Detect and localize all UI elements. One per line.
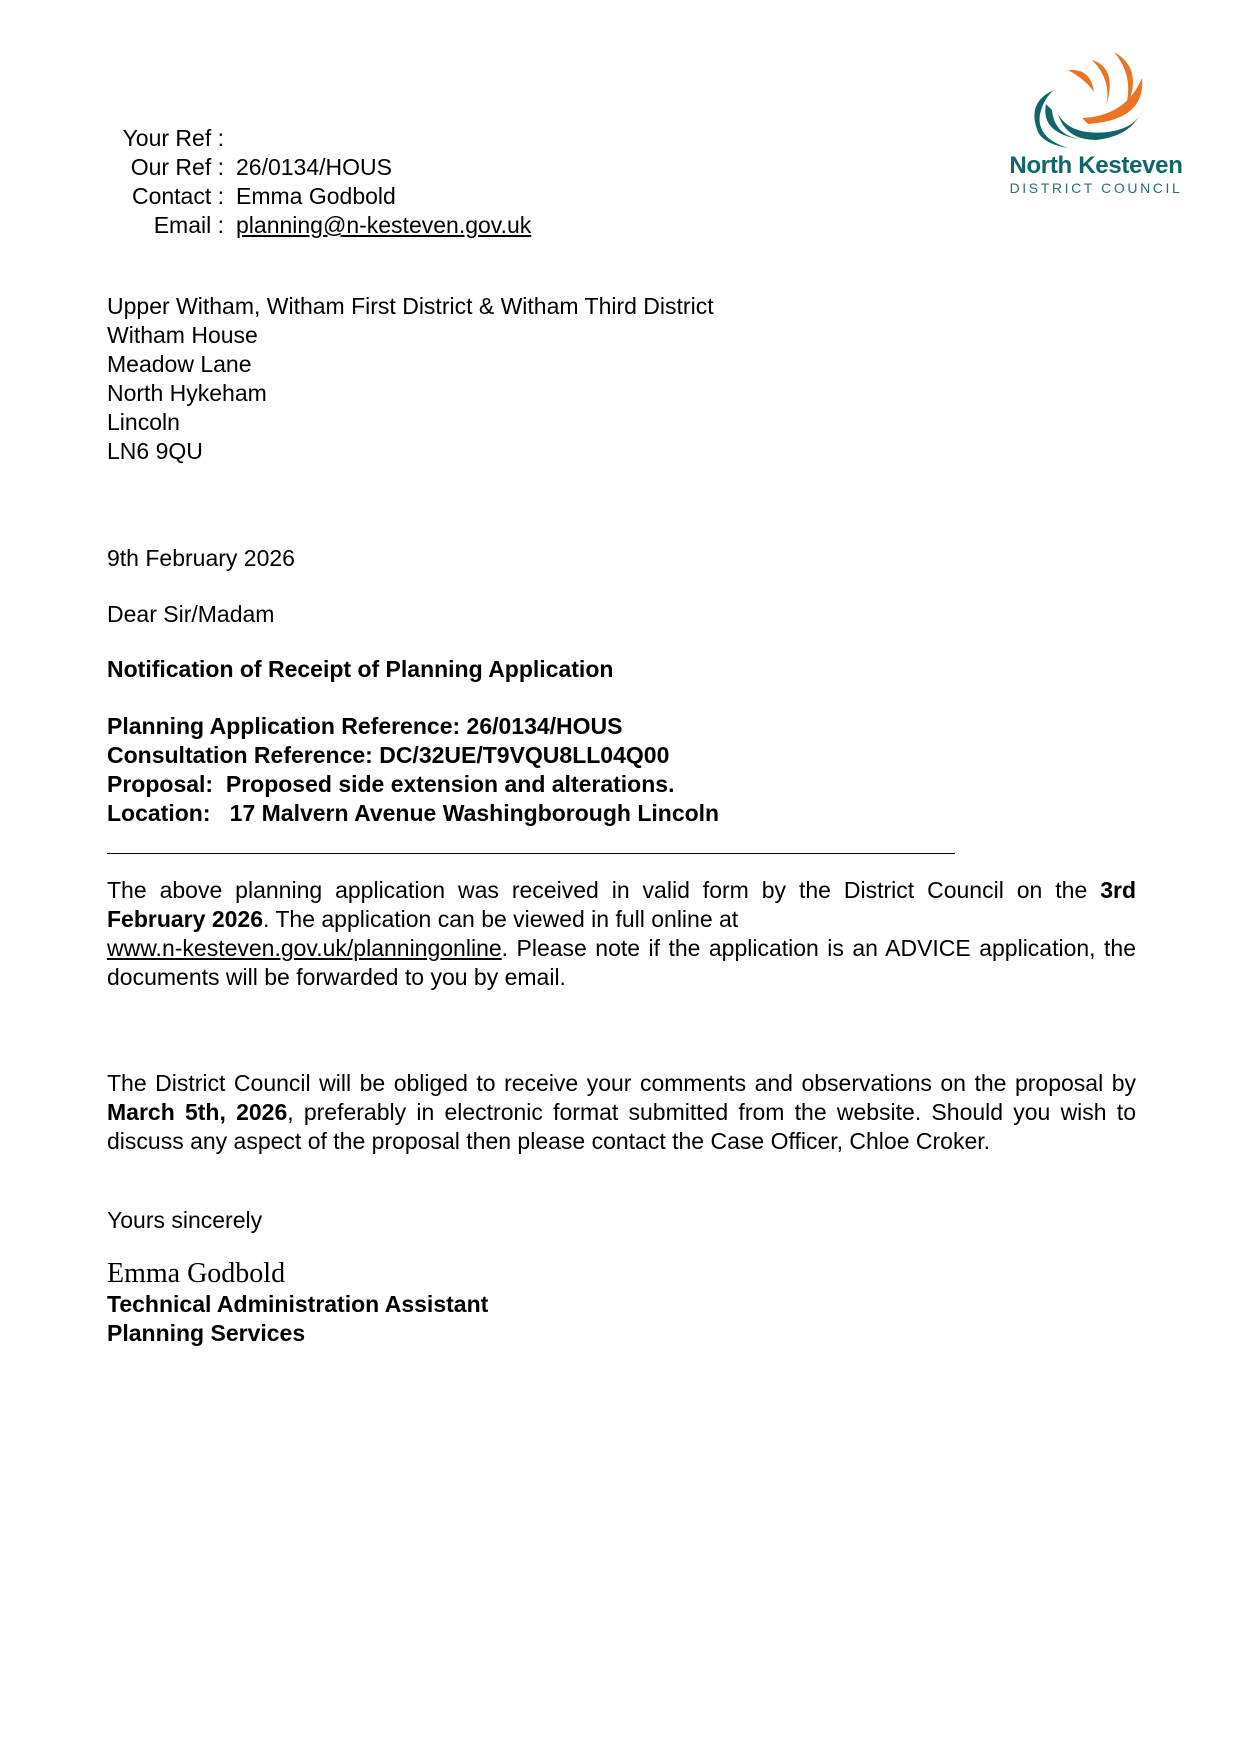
- contact-label: Contact :: [131, 183, 224, 209]
- contact-row: [100, 182, 531, 211]
- planning-reference: Planning Application Reference: 26/0134/HOUS: [107, 713, 623, 739]
- paragraph-text: The above planning application was received in valid form by the District Council on the: [107, 877, 1101, 903]
- received-date: 3rd February 2026: [107, 877, 1136, 932]
- logo-title: North Kesteven: [1009, 152, 1183, 179]
- signature-department: Planning Services: [107, 1320, 306, 1346]
- address-line: Meadow Lane: [107, 351, 252, 377]
- paragraph-text: , preferably in electronic format submitted from the website. Should you wish to discuss any aspect of the proposal then please contact the Case Officer, Chloe Croker.: [107, 1099, 1136, 1154]
- address-line: Witham House: [107, 322, 258, 348]
- reference-block: [100, 124, 531, 240]
- recipient-address: [107, 292, 714, 466]
- email-link[interactable]: planning@n-kesteven.gov.uk: [236, 212, 532, 238]
- application-details: [107, 712, 1136, 828]
- logo-subtitle: DISTRICT COUNCIL: [1009, 180, 1183, 196]
- address-line: Upper Witham, Witham First District & Witham Third District: [107, 293, 714, 319]
- letter-heading: Notification of Receipt of Planning Application: [107, 656, 614, 682]
- consultation-reference: Consultation Reference: DC/32UE/T9VQU8LL04Q00: [107, 742, 670, 768]
- location: Location: 17 Malvern Avenue Washingborough Lincoln: [107, 800, 720, 826]
- divider-rule: [107, 853, 955, 854]
- council-logo: [996, 40, 1196, 200]
- planning-online-link[interactable]: www.n-kesteven.gov.uk/planningonline: [107, 935, 502, 961]
- contact-value: Emma Godbold: [236, 183, 396, 209]
- your-ref-label: Your Ref :: [122, 125, 224, 151]
- your-ref-row: [100, 124, 531, 153]
- comment-deadline: March 5th, 2026: [107, 1099, 288, 1125]
- email-row: [100, 211, 531, 240]
- our-ref-row: [100, 153, 531, 182]
- letter-date: 9th February 2026: [107, 545, 295, 571]
- salutation: Dear Sir/Madam: [107, 601, 275, 627]
- paragraph-comments: [107, 1069, 1136, 1156]
- paragraph-text: . The application can be viewed in full online at: [262, 906, 739, 932]
- our-ref-label: Our Ref :: [130, 154, 224, 180]
- address-line: LN6 9QU: [107, 438, 203, 464]
- signature-name: Emma Godbold: [107, 1258, 286, 1289]
- address-line: North Hykeham: [107, 380, 267, 406]
- proposal: Proposal: Proposed side extension and alterations.: [107, 771, 675, 797]
- paragraph-text: . Please note if the application is an ADVICE application, the documents will be forwarded to you by email.: [107, 935, 1136, 990]
- closing: Yours sincerely: [107, 1207, 263, 1233]
- paragraph-receipt: [107, 876, 1136, 992]
- paragraph-text: The District Council will be obliged to receive your comments and observations on the proposal by: [107, 1070, 1136, 1096]
- signature-title: Technical Administration Assistant: [107, 1291, 489, 1317]
- email-label: Email :: [153, 212, 224, 238]
- your-ref-value: [224, 124, 236, 153]
- our-ref-value: 26/0134/HOUS: [236, 154, 392, 180]
- address-line: Lincoln: [107, 409, 180, 435]
- swirl-logo-icon: [996, 40, 1196, 150]
